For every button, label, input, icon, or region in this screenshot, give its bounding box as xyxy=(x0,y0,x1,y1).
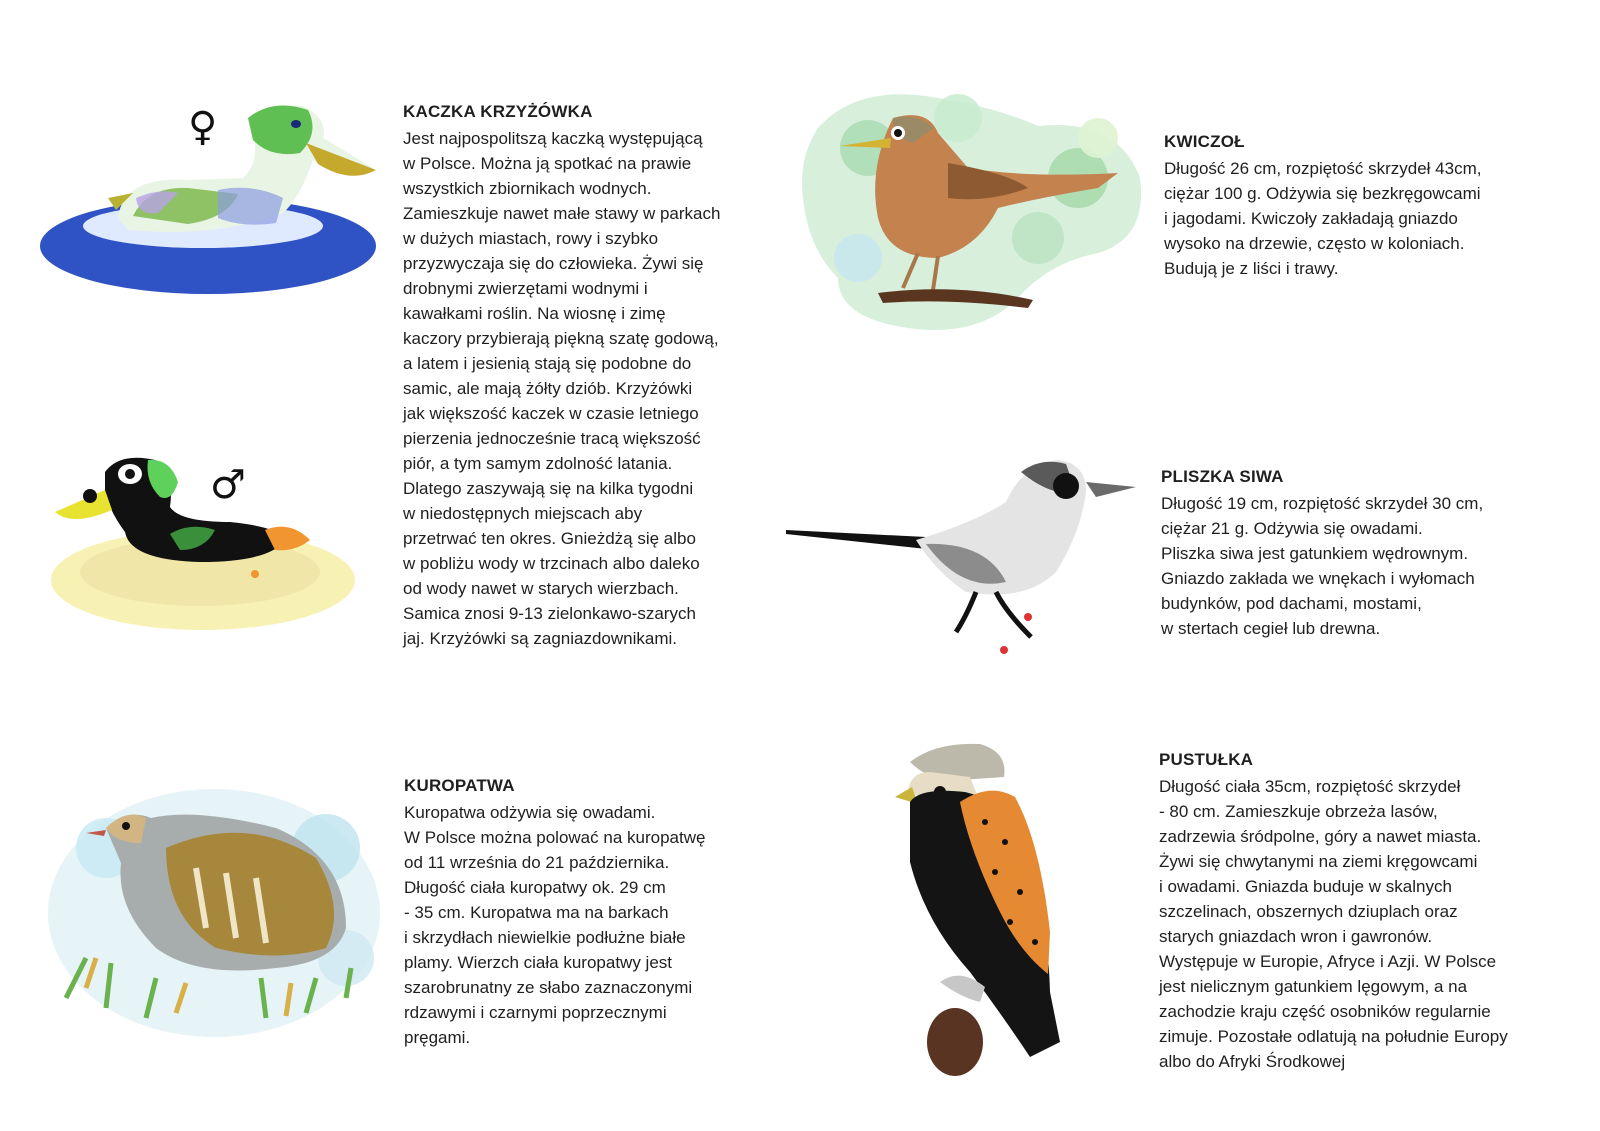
female-symbol: ♀ xyxy=(188,104,218,150)
text-line: plamy. Wierzch ciała kuropatwy jest xyxy=(404,953,672,972)
text-line: ciężar 21 g. Odżywia się owadami. xyxy=(1161,519,1423,538)
text-line: Zamieszkuje nawet małe stawy w parkach xyxy=(403,204,721,223)
text-line: Długość 26 cm, rozpiętość skrzydeł 43cm, xyxy=(1164,159,1482,178)
text-line: w Polsce. Można ją spotkać na prawie xyxy=(403,154,692,173)
text-line: budynków, pod dachami, mostami, xyxy=(1161,594,1422,613)
text-line: Żywi się chwytanymi na ziemi kręgowcami xyxy=(1159,852,1478,871)
text-line: zadrzewia śródpolne, góry a nawet miasta. xyxy=(1159,827,1482,846)
pliszka-title: PLISZKA SIWA xyxy=(1161,467,1284,486)
text-line: jaj. Krzyżówki są zagniazdownikami. xyxy=(403,629,677,648)
kestrel-illustration xyxy=(890,742,1068,1078)
text-line: wysoko na drzewie, często w koloniach. xyxy=(1164,234,1465,253)
text-line: jak większość kaczek w czasie letniego xyxy=(403,404,699,423)
text-line: Długość ciała 35cm, rozpiętość skrzydeł xyxy=(1159,777,1461,796)
text-line: szarobrunatny ze słabo zaznaczonymi xyxy=(404,978,693,997)
text-line: Występuje w Europie, Afryce i Azji. W Polsce xyxy=(1159,952,1497,971)
text-line: i skrzydłach niewielkie podłużne białe xyxy=(404,928,686,947)
text-line: pręgami. xyxy=(404,1028,471,1047)
text-line: Gniazdo zakłada we wnękach i wyłomach xyxy=(1161,569,1475,588)
pustulka-description xyxy=(1159,774,1559,1074)
text-line: w stertach cegieł lub drewna. xyxy=(1161,619,1381,638)
text-line: Jest najpospolitszą kaczką występującą xyxy=(403,129,703,148)
text-line: rdzawymi i czarnymi poprzecznymi xyxy=(404,1003,667,1022)
text-line: kaczory przybierają piękną szatę godową, xyxy=(403,329,719,348)
text-line: zimuje. Pozostałe odlatują na południe Europy xyxy=(1159,1027,1508,1046)
white-wagtail-illustration xyxy=(786,452,1146,657)
text-line: przetrwać ten okres. Gnieżdżą się albo xyxy=(403,529,696,548)
kwiczol-title: KWICZOŁ xyxy=(1164,132,1245,151)
text-line: Dlatego zaszywają się na kilka tygodni xyxy=(403,479,694,498)
text-line: od wody nawet w starych wierzbach. xyxy=(403,579,679,598)
pliszka-section xyxy=(1161,466,1541,641)
text-line: a latem i jesienią stają się podobne do xyxy=(403,354,692,373)
text-line: przyzwyczaja się do człowieka. Żywi się xyxy=(403,254,704,273)
kuropatwa-description xyxy=(404,800,764,1050)
text-line: samic, ale mają żółty dziób. Krzyżówki xyxy=(403,379,693,398)
text-line: ciężar 100 g. Odżywia się bezkręgowcami xyxy=(1164,184,1481,203)
male-symbol: ♂ xyxy=(210,462,246,508)
text-line: Pliszka siwa jest gatunkiem wędrownym. xyxy=(1161,544,1469,563)
kaczka-description xyxy=(403,126,763,651)
text-line: i owadami. Gniazda buduje w skalnych xyxy=(1159,877,1452,896)
text-line: w dużych miastach, rowy i szybko xyxy=(403,229,659,248)
text-line: od 11 września do 21 października. xyxy=(404,853,670,872)
text-line: szczelinach, obszernych dziuplach oraz xyxy=(1159,902,1458,921)
kaczka-section xyxy=(403,101,763,651)
text-line: w pobliżu wody w trzcinach albo daleko xyxy=(403,554,700,573)
text-line: piór, a tym samym zdolność latania. xyxy=(403,454,673,473)
kaczka-title: KACZKA KRZYŻÓWKA xyxy=(403,102,593,121)
text-line: pierzenia jednocześnie tracą większość xyxy=(403,429,701,448)
text-line: kawałkami roślin. Na wiosnę i zimę xyxy=(403,304,666,323)
text-line: - 80 cm. Zamieszkuje obrzeża lasów, xyxy=(1159,802,1438,821)
text-line: zachodzie kraju część osobników regularnie xyxy=(1159,1002,1491,1021)
text-line: Długość 19 cm, rozpiętość skrzydeł 30 cm, xyxy=(1161,494,1484,513)
text-line: starych gniazdach wron i gawronów. xyxy=(1159,927,1433,946)
partridge-illustration xyxy=(46,788,384,1040)
pustulka-section xyxy=(1159,749,1559,1074)
kuropatwa-section xyxy=(404,775,764,1050)
text-line: Długość ciała kuropatwy ok. 29 cm xyxy=(404,878,666,897)
text-line: - 35 cm. Kuropatwa ma na barkach xyxy=(404,903,669,922)
text-line: Samica znosi 9-13 zielonkawo-szarych xyxy=(403,604,696,623)
pustulka-title: PUSTUŁKA xyxy=(1159,750,1254,769)
text-line: wszystkich zbiornikach wodnych. xyxy=(403,179,652,198)
text-line: i jagodami. Kwiczoły zakładają gniazdo xyxy=(1164,209,1458,228)
kuropatwa-title: KUROPATWA xyxy=(404,776,515,795)
kwiczol-section xyxy=(1164,131,1544,281)
fieldfare-illustration xyxy=(798,88,1150,338)
kwiczol-description xyxy=(1164,156,1544,281)
text-line: W Polsce można polować na kuropatwę xyxy=(404,828,706,847)
pliszka-description xyxy=(1161,491,1541,641)
male-duck-illustration xyxy=(50,452,360,632)
text-line: w niedostępnych miejscach aby xyxy=(403,504,643,523)
text-line: albo do Afryki Środkowej xyxy=(1159,1052,1346,1071)
text-line: Kuropatwa odżywia się owadami. xyxy=(404,803,656,822)
text-line: drobnymi zwierzętami wodnymi i xyxy=(403,279,648,298)
text-line: jest nielicznym gatunkiem lęgowym, a na xyxy=(1159,977,1468,996)
text-line: Budują je z liści i trawy. xyxy=(1164,259,1339,278)
